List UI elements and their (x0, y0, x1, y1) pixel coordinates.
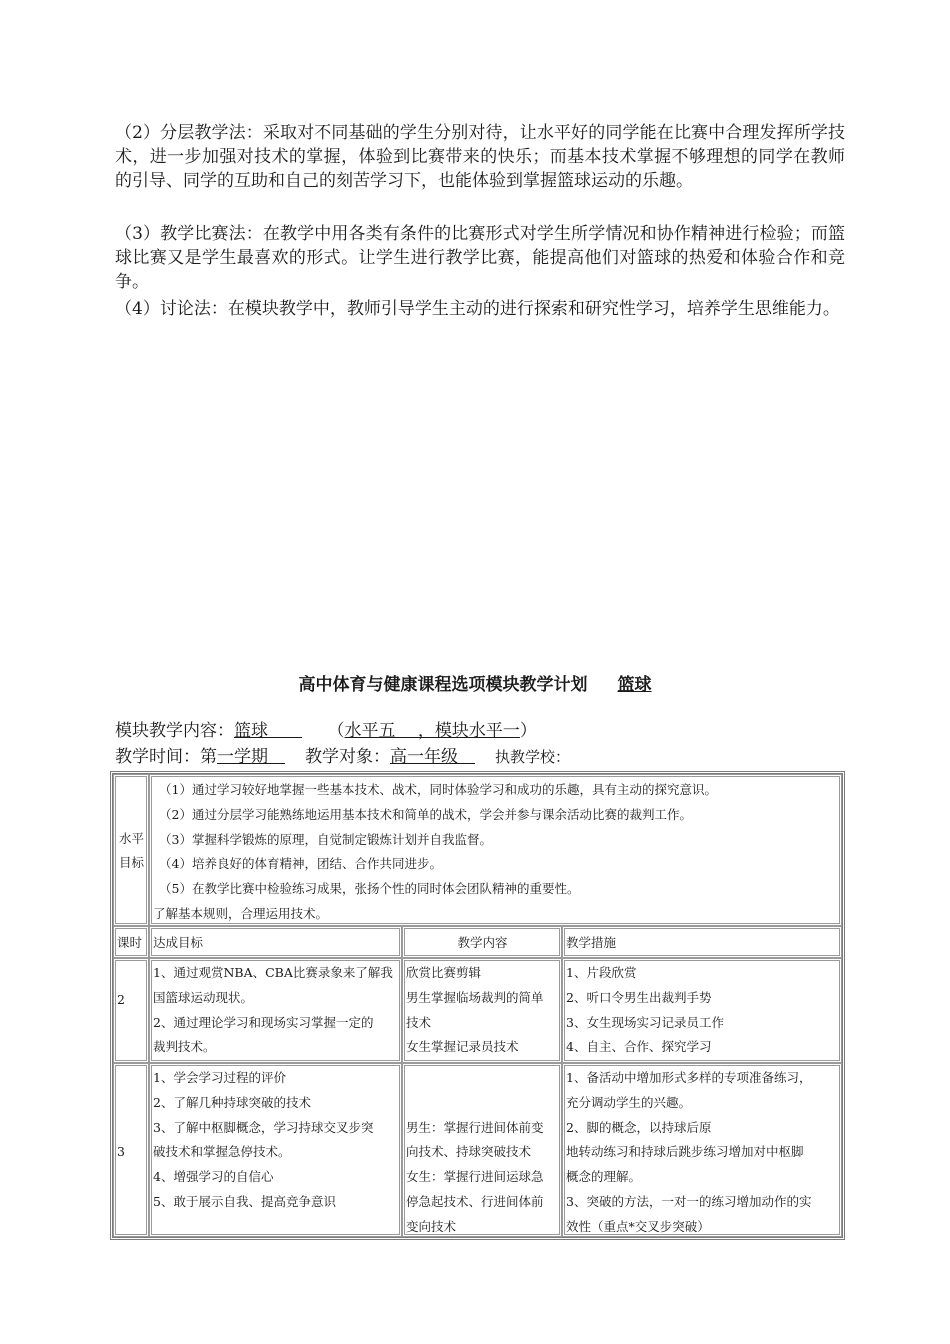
content-label: 模块教学内容： (115, 721, 234, 741)
target-value: 高一年级 (390, 747, 458, 767)
time-prefix: 第 (200, 747, 217, 767)
row1-content-line: 欣赏比赛剪辑 (406, 965, 482, 980)
level-open: （ (336, 721, 345, 741)
row2-measure-line: 3、突破的方法，一对一的练习增加动作的实 (566, 1193, 812, 1209)
paragraph-layered-teaching: （2）分层教学法：采取对不同基础的学生分别对待，让水平好的同学能在比赛中合理发挥所学技术，进一步加强对技术的掌握，体验到比赛带来的快乐；而基本技术掌握不够理想的同学在教师的引导、同学的互助和自己的刻苦学习下，也能体验到掌握篮球运动的乐趣。 (115, 123, 845, 191)
row2-content (402, 1063, 562, 1237)
row1-content-line: 男生掌握临场裁判的简单 (406, 989, 544, 1005)
row1-goal-line: 2、通过理论学习和现场实习掌握一定的 (153, 1014, 374, 1030)
goal-item: （2）通过分层学习能熟练地运用基本技术和简单的战术，学会并参与课余活动比赛的裁判工作。 (159, 806, 692, 822)
row1-measure-line: 3、女生现场实习记录员工作 (566, 1014, 724, 1030)
header-period: 课时 (113, 926, 149, 958)
row1-measure-line: 2、听口令男生出裁判手势 (566, 989, 712, 1005)
row1-measure-line: 1、片段欣赏 (566, 965, 637, 980)
row2-content-line: 停急起技术、行进间体前 (406, 1193, 544, 1209)
row2-measure-line: 地转动练习和持球后跳步练习增加对中枢脚 (566, 1144, 804, 1160)
row1-measures (562, 958, 842, 1063)
time-value: 一学期 (217, 747, 268, 767)
row2-content-line: 女生：掌握行进间运球急 (406, 1169, 544, 1185)
goal-item: （1）通过学习较好地掌握一些基本技术、战术，同时体验学习和成功的乐趣，具有主动的探究意识。 (159, 782, 717, 797)
row2-measure-line: 2、脚的概念，以持球后原 (566, 1119, 712, 1135)
teaching-time-line (115, 745, 570, 769)
row2-measures (562, 1063, 842, 1237)
row2-content-line (406, 1091, 559, 1116)
row2-content-line: 向技术、持球突破技术 (406, 1144, 532, 1160)
plan-table (110, 771, 845, 1240)
plan-title (0, 670, 950, 695)
goals-label-1: 水平 (118, 831, 144, 846)
row2-period: 3 (113, 1063, 149, 1237)
row2-measure-line: 1、备活动中增加形式多样的专项准备练习， (566, 1070, 812, 1085)
level-close: ） (519, 721, 537, 741)
paragraph-discussion-method: （4）讨论法：在模块教学中，教师引导学生主动的进行探索和研究性学习，培养学生思维能力。 (115, 299, 840, 319)
row2-goal-line: 3、了解中枢脚概念，学习持球交叉步突 (153, 1119, 374, 1135)
row1-goal-line: 1、通过观赏NBA、CBA比赛录象来了解我 (153, 965, 393, 980)
row2-goal-line: 5、敢于展示自我、提高竞争意识 (153, 1193, 336, 1209)
plan-title-text: 高中体育与健康课程选项模块教学计划 (298, 675, 588, 695)
row1-measure-line: 4、自主、合作、探究学习 (566, 1039, 712, 1055)
row2-measure-line: 效性（重点*交叉步突破） (566, 1218, 710, 1234)
header-measures: 教学措施 (562, 926, 842, 958)
row2-goal-line: 2、了解几种持球突破的技术 (153, 1094, 311, 1110)
module-content-line (115, 719, 537, 743)
header-content: 教学内容 (402, 926, 562, 958)
content-value: 篮球 (234, 721, 268, 741)
row2-content-line: 变向技术 (406, 1218, 457, 1234)
school-label: 执教学校： (495, 748, 571, 766)
row2-content-line: 男生：掌握行进间体前变 (406, 1119, 544, 1135)
row2-goal-line: 破技术和掌握急停技术。 (153, 1144, 291, 1160)
goal-item: （5）在教学比赛中检验练习成果，张扬个性的同时体会团队精神的重要性。 (159, 881, 580, 897)
row2-measure-line: 概念的理解。 (566, 1169, 642, 1185)
row1-goal-line: 国篮球运动现状。 (153, 989, 254, 1005)
row1-period: 2 (113, 958, 149, 1063)
row2-goal-line: 4、增强学习的自信心 (153, 1169, 274, 1185)
plan-title-subject: 篮球 (617, 675, 652, 695)
goals-content-cell (149, 774, 842, 926)
goals-label-2: 目标 (118, 855, 144, 870)
goals-label-cell (113, 774, 149, 926)
paragraph-match-teaching: （3）教学比赛法：在教学中用各类有条件的比赛形式对学生所学情况和协作精神进行检验；而篮球比赛又是学生最喜欢的形式。让学生进行教学比赛，能提高他们对篮球的热爱和体验合作和竞争。 (115, 224, 845, 292)
row1-goals (149, 958, 402, 1063)
row1-content-line: 女生掌握记录员技术 (406, 1039, 519, 1055)
goal-item: 了解基本规则，合理运用技术。 (153, 905, 329, 921)
row1-content (402, 958, 562, 1063)
target-label: 教学对象： (305, 747, 390, 767)
goal-item: （4）培养良好的体育精神，团结、合作共同进步。 (159, 856, 442, 872)
row2-content-line (406, 1066, 559, 1091)
row2-goals (149, 1063, 402, 1237)
row1-goal-line: 裁判技术。 (153, 1039, 216, 1055)
row2-goal-line: 1、学会学习过程的评价 (153, 1070, 286, 1085)
goal-item: （3）掌握科学锻炼的原理，自觉制定锻炼计划并自我监督。 (159, 831, 492, 847)
row1-content-line: 技术 (406, 1014, 432, 1030)
time-label: 教学时间： (115, 747, 200, 767)
header-goals: 达成目标 (149, 926, 402, 958)
row2-measure-line: 充分调动学生的兴趣。 (566, 1094, 692, 1110)
level-value: 水平五 ，模块水平一 (344, 721, 520, 741)
